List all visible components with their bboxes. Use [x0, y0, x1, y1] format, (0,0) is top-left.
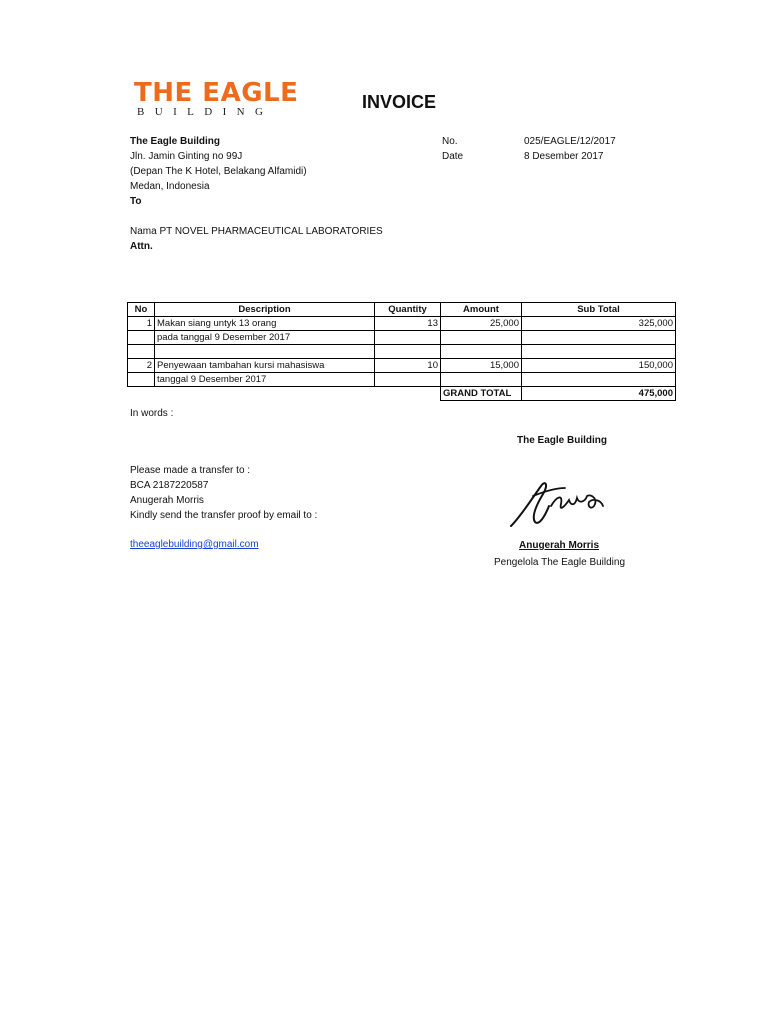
header-no: No — [128, 303, 155, 317]
empty-cell — [441, 373, 522, 387]
empty-cell — [375, 345, 441, 359]
item-description: Makan siang untyk 13 orang — [155, 317, 375, 331]
table-row — [128, 373, 676, 387]
grand-total-label: GRAND TOTAL — [441, 387, 522, 401]
payment-instruction: Please made a transfer to : — [130, 465, 251, 476]
header-subtotal: Sub Total — [522, 303, 676, 317]
empty-cell — [522, 345, 676, 359]
header-amount: Amount — [441, 303, 522, 317]
empty-cell — [441, 331, 522, 345]
grand-total-value: 475,000 — [522, 387, 676, 401]
item-no: 2 — [128, 359, 155, 373]
sender-city: Medan, Indonesia — [130, 181, 210, 192]
empty-cell — [155, 345, 375, 359]
attn-label: Attn. — [130, 241, 153, 252]
email-link[interactable]: theeaglebuilding@gmail.com — [130, 539, 259, 550]
sender-address-line2: (Depan The K Hotel, Belakang Alfamidi) — [130, 166, 307, 177]
company-logo-subtext: BUILDING — [137, 106, 274, 118]
item-description-cont: pada tanggal 9 Desember 2017 — [155, 331, 375, 345]
sender-name: The Eagle Building — [130, 136, 221, 147]
item-subtotal: 150,000 — [522, 359, 676, 373]
header-description: Description — [155, 303, 375, 317]
signer-name: Anugerah Morris — [519, 540, 600, 551]
account-holder: Anugerah Morris — [130, 495, 204, 506]
blank-cell — [128, 387, 155, 401]
company-logo-text: THE EAGLE — [134, 78, 299, 108]
blank-cell — [155, 387, 375, 401]
invoice-items-table — [127, 302, 676, 401]
empty-cell — [441, 345, 522, 359]
recipient-name: Nama PT NOVEL PHARMACEUTICAL LABORATORIES — [130, 226, 383, 237]
item-description: Penyewaan tambahan kursi mahasiswa — [155, 359, 375, 373]
item-amount: 15,000 — [441, 359, 522, 373]
sender-address-line1: Jln. Jamin Ginting no 99J — [130, 151, 243, 162]
empty-cell — [522, 331, 676, 345]
table-row — [128, 317, 676, 331]
email-instruction: Kindly send the transfer proof by email to : — [130, 510, 318, 521]
item-subtotal: 325,000 — [522, 317, 676, 331]
item-description-cont: tanggal 9 Desember 2017 — [155, 373, 375, 387]
in-words-label: In words : — [130, 408, 174, 419]
item-quantity: 13 — [375, 317, 441, 331]
table-row — [128, 331, 676, 345]
header-quantity: Quantity — [375, 303, 441, 317]
empty-cell — [128, 373, 155, 387]
empty-cell — [522, 373, 676, 387]
item-amount: 25,000 — [441, 317, 522, 331]
table-row — [128, 345, 676, 359]
signer-role: Pengelola The Eagle Building — [494, 557, 626, 568]
empty-cell — [128, 331, 155, 345]
to-label: To — [130, 196, 142, 207]
invoice-number-value: 025/EAGLE/12/2017 — [524, 136, 616, 147]
grand-total-row — [128, 387, 676, 401]
invoice-title: INVOICE — [362, 92, 437, 112]
invoice-number-label: No. — [442, 136, 458, 147]
blank-cell — [375, 387, 441, 401]
invoice-date-value: 8 Desember 2017 — [524, 151, 604, 162]
signature-company: The Eagle Building — [517, 435, 608, 446]
invoice-date-label: Date — [442, 151, 464, 162]
item-quantity: 10 — [375, 359, 441, 373]
item-no: 1 — [128, 317, 155, 331]
empty-cell — [128, 345, 155, 359]
table-row — [128, 359, 676, 373]
signature-scribble-icon — [505, 476, 610, 534]
empty-cell — [375, 373, 441, 387]
table-header-row — [128, 303, 676, 317]
empty-cell — [375, 331, 441, 345]
bank-account: BCA 2187220587 — [130, 480, 209, 491]
